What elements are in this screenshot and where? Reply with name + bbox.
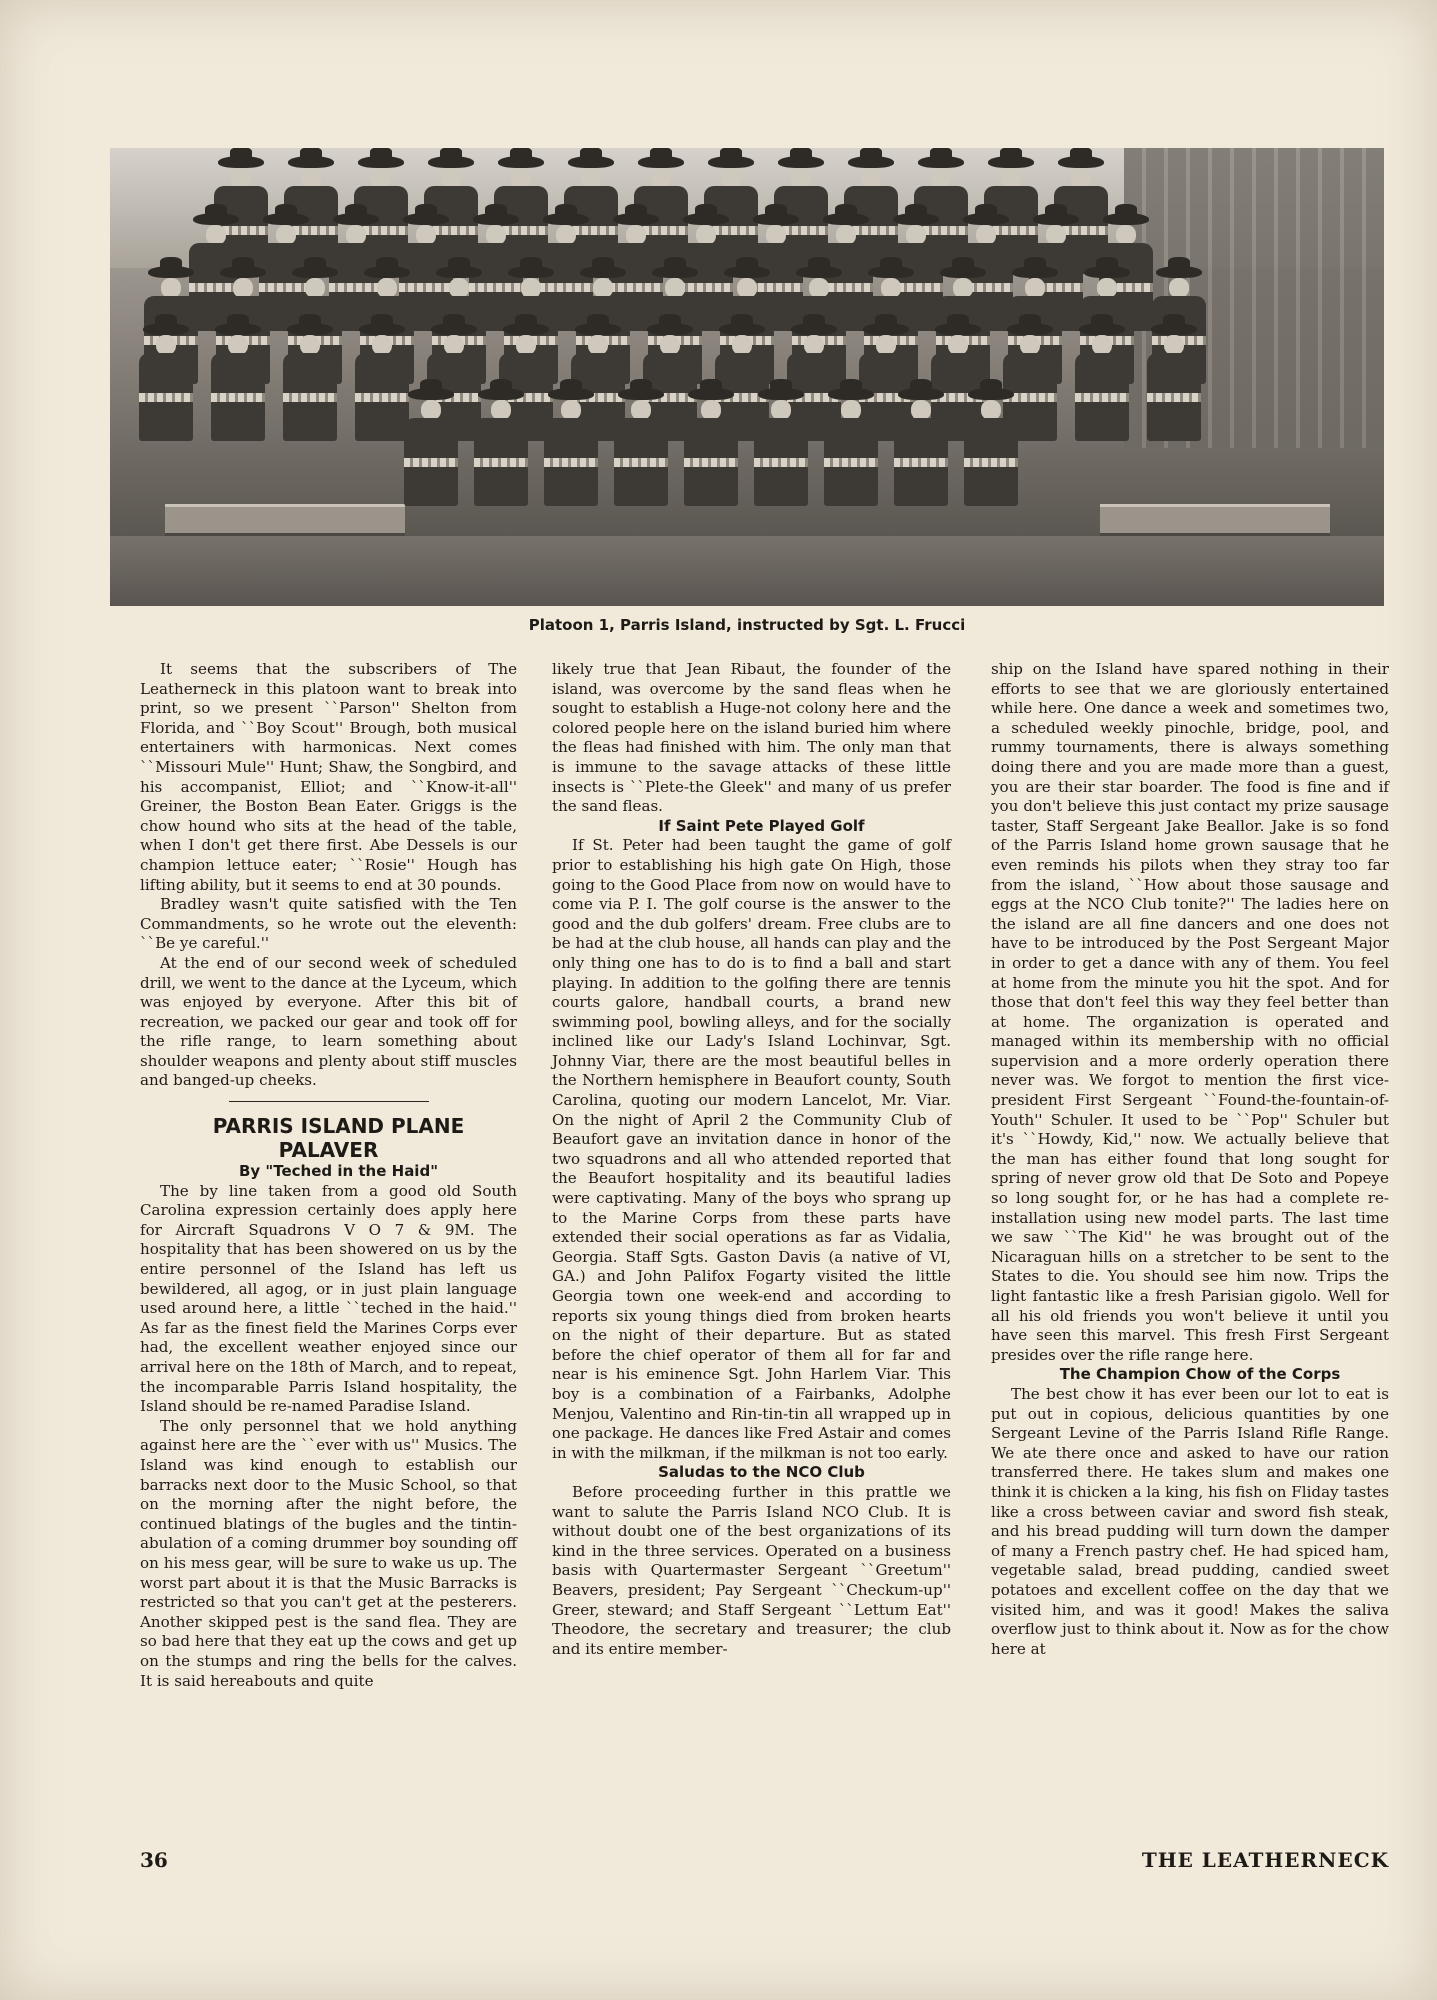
marine-figure	[135, 323, 197, 441]
magazine-title: THE LEATHERNECK	[1141, 1848, 1389, 1872]
marine-figure	[680, 388, 742, 506]
article2-paragraph-2-start: The only personnel that we hold anything against here are the ``ever with us'' Musics. The Island was kind enough to establish our barracks next door to the Music School, so that on the morning after the night before, the continued blatings of the bugles and the tintin-abulation of a coming drummer boy sounding off on his mess gear, will be sure to wake us up. The worst part about it is that the Music Barracks is restricted so that you can't get at the pesterers. Another skipped pest is the sand flea. They are so bad here that they eat up the cows and get up on the stumps and ring the bells for the calves. It is said hereabouts and quite	[140, 1416, 517, 1690]
article1-paragraph-2: Bradley wasn't quite satisfied with the Ten Commandments, so he wrote out the eleventh: ``Be ye careful.''	[140, 895, 517, 953]
marine-figure	[960, 388, 1022, 506]
article2-paragraph-1: The by line taken from a good old South Carolina expression certainly does apply here for Aircraft Squadrons V O 7 & 9M. The hospitality that has been showered on us by the entire personnel of the Island has left us bewildered, all agog, or in just plain language used around here, a little ``teched in the haid.'' As far as the finest field the Marines Corps ever had, the excellent weather enjoyed since our arrival here on the 18th of March, and to repeat, the incomparable Parris Island hospitality, the Island should be re-named Paradise Island.	[140, 1181, 517, 1416]
marine-figure	[1071, 323, 1133, 441]
article2-paragraph-4-start: Before proceeding further in this prattle we want to salute the Parris Island NCO Club. It is without doubt one of the best organizations of its kind in the three services. Operated on a business basis with Quartermaster Sergeant ``Greetum'' Beavers, president; Pay Sergeant ``Checkum-up'' Greer, steward; and Staff Sergeant ``Lettum Eat'' Theodore, the secretary and treasurer; the club and its entire member-	[552, 1482, 951, 1658]
photo-bench-left	[165, 504, 405, 536]
photo-bench-right	[1100, 504, 1330, 536]
marine-figure	[1143, 323, 1205, 441]
subhead-champion-chow: The Champion Chow of the Corps	[1059, 1365, 1341, 1384]
platoon-photo	[110, 148, 1384, 606]
article2-paragraph-2-end: likely true that Jean Ribaut, the founder of the island, was overcome by the sand fleas when he sought to establish a Huge-not colony here and the colored people here on the island buried him where the fleas had finished with him. The only man that is immune to the savage attacks of these little insects is ``Plete-the Gleek'' and many of us prefer the sand fleas.	[552, 660, 951, 816]
column-1	[140, 660, 517, 1691]
marine-figure	[470, 388, 532, 506]
article2-headline: PARRIS ISLAND PLANE PALAVER	[212, 1114, 465, 1163]
page-number: 36	[140, 1848, 168, 1872]
column-2	[552, 660, 951, 1659]
marine-figure	[279, 323, 341, 441]
article1-paragraph-3: At the end of our second week of scheduled drill, we went to the dance at the Lyceum, which was enjoyed by everyone. After this bit of recreation, we packed our gear and took off for the rifle range, to learn something about shoulder weapons and plenty about stiff muscles and banged-up cheeks.	[140, 953, 517, 1090]
column-3	[991, 660, 1389, 1659]
marine-figure	[890, 388, 952, 506]
subhead-golf: If Saint Pete Played Golf	[658, 816, 865, 835]
marine-figure	[400, 388, 462, 506]
article2-paragraph-5: The best chow it has ever been our lot to eat is put out in copious, delicious quantities by one Sergeant Levine of the Parris Island Rifle Range. We ate there once and asked to have our ration transferred there. He takes slum and makes one think it is chicken a la king, his fish on Fliday tastes like a cross between caviar and sword fish steak, and his bread pudding will turn down the damper of many a French pastry chef. He had spiced ham, vegetable salad, bread pudding, candied sweet potatoes and excellent coffee on the day that we visited him, and was it good! Makes the saliva overflow just to think about it. Now as for the chow here at	[991, 1384, 1389, 1658]
section-divider	[229, 1101, 429, 1102]
article2-byline: By "Teched in the Haid"	[238, 1162, 439, 1181]
marine-figure	[610, 388, 672, 506]
marine-figure	[820, 388, 882, 506]
article2-paragraph-3: If St. Peter had been taught the game of golf prior to establishing his high gate On High, those going to the Good Place from now on would have to come via P. I. The golf course is the answer to the good and the dub golfers' dream. Free clubs are to be had at the club house, all hands can play and the only thing one has to do is to find a ball and start playing. In addition to the golfing there are tennis courts galore, handball courts, a brand new swimming pool, bowling alleys, and for the socially inclined like our Lady's Island Lochinvar, Sgt. Johnny Viar, there are the most beautiful belles in the Northern hemisphere in Beaufort county, South Carolina, quoting our modern Lancelot, Mr. Viar. On the night of April 2 the Community Club of Beaufort gave an invitation dance in honor of the two squadrons and all who attended reported that the Beaufort hospitality and its beautiful ladies were captivating. Many of the boys who sprang up to the Marine Corps from these parts have extended their social operations as far as Vidalia, Georgia. Staff Sgts. Gaston Davis (a native of VI, GA.) and John Palifox Fogarty visited the little Georgia town one week-end and according to reports six young things died from broken hearts on the night of their departure. But as stated before the chief operator of them all for far and near is his eminence Sgt. John Harlem Viar. This boy is a combination of a Fairbanks, Adolphe Menjou, Valentino and Rin-tin-tin all wrapped up in one package. He dances like Fred Astair and comes in with the milkman, if the milkman is not too early.	[552, 836, 951, 1462]
marine-figure	[750, 388, 812, 506]
marine-figure	[540, 388, 602, 506]
subhead-nco-club: Saludas to the NCO Club	[658, 1463, 865, 1482]
photo-caption: Platoon 1, Parris Island, instructed by Sgt. L. Frucci	[528, 616, 966, 634]
photo-ground	[110, 536, 1384, 606]
article2-paragraph-4-end: ship on the Island have spared nothing in their efforts to see that we are gloriously entertained while here. One dance a week and sometimes two, a scheduled weekly pinochle, bridge, pool, and rummy tournaments, there is always something doing there and you are made more than a guest, you are their star boarder. The food is fine and if you don't believe this just contact my prize sausage taster, Staff Sergeant Jake Beallor. Jake is so fond of the Parris Island home grown sausage that he even reminds his pilots when they stray too far from the island, ``How about those sausage and eggs at the NCO Club tonite?'' The ladies here on the island are all fine dancers and one does not have to be introduced by the Post Sergeant Major in order to get a dance with any of them. You feel at home from the minute you hit the spot. And for those that don't feel this way they feel better than at home. The organization is operated and managed within its membership with no official supervision and a more orderly operation there never was. We forgot to mention the first vice-president First Sergeant ``Found-the-fountain-of-Youth'' Schuler. It used to be ``Pop'' Schuler but it's ``Howdy, Kid,'' now. We actually believe that the man has either found that long sought for spring of never grow old that De Soto and Popeye so long sought for, or he has had a complete re-installation using new model parts. The last time we saw ``The Kid'' he was brought out of the Nicaraguan hills on a stretcher to be sent to the States to die. You should see him now. Trips the light fantastic like a fresh Parisian gigolo. Well for all his old friends you won't believe it until you have seen this marvel. This fresh First Sergeant presides over the rifle range here.	[991, 660, 1389, 1364]
marine-figure	[207, 323, 269, 441]
article1-paragraph-1: It seems that the subscribers of The Leatherneck in this platoon want to break into print, so we present ``Parson'' Shelton from Florida, and ``Boy Scout'' Brough, both musical entertainers with harmonicas. Next comes ``Missouri Mule'' Hunt; Shaw, the Songbird, and his accompanist, Elliot; and ``Know-it-all'' Greiner, the Boston Bean Eater. Griggs is the chow hound who sits at the head of the table, when I don't get there first. Abe Dessels is our champion lettuce eater; ``Rosie'' Hough has lifting ability, but it seems to end at 30 pounds.	[140, 660, 517, 894]
